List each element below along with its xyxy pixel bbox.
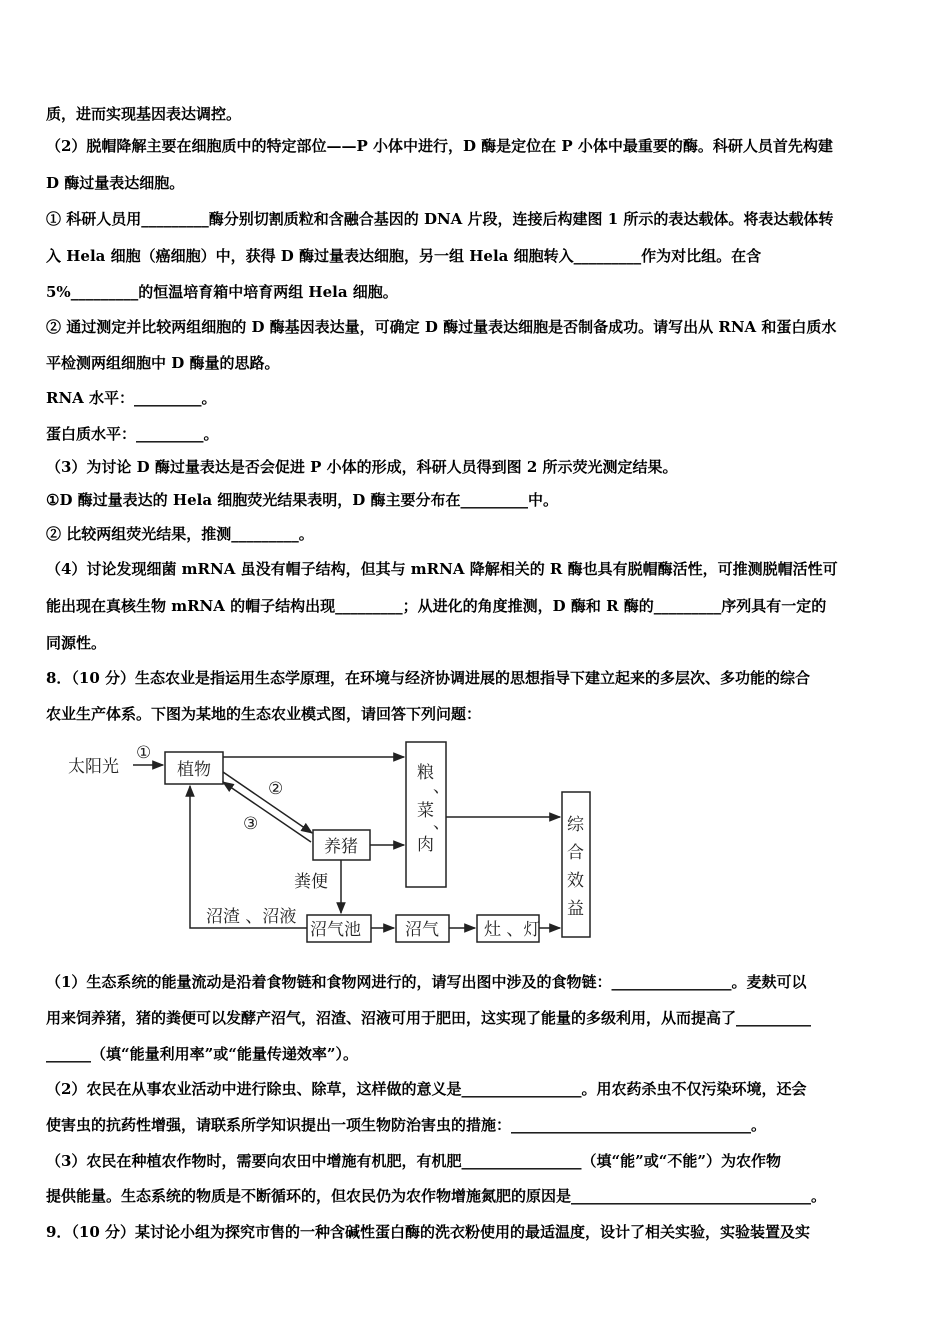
line-5: 入 Hela 细胞（癌细胞）中，获得 D 酶过量表达细胞，另一组 Hela 细胞转入_________作为对比组。在含 — [46, 247, 762, 265]
label-stove: 灶 、灯 — [484, 920, 541, 940]
label-products-5: 肉 — [417, 835, 434, 855]
line-17: 8．（10 分）生态农业是指运用生态学原理，在环境与经济协调进展的思想指导下建立起来的多层次、多功能的综合 — [46, 669, 811, 687]
line-20: 用来饲养猪，猪的粪便可以发酵产沼气，沼渣、沼液可用于肥田，这实现了能量的多级利用，从而提高了__________ — [46, 1009, 812, 1027]
line-13: ② 比较两组荧光结果，推测_________。 — [46, 525, 314, 543]
line-16: 同源性。 — [46, 634, 107, 652]
line-9: RNA 水平：_________。 — [46, 389, 217, 407]
line-21: ______（填“能量利用率”或“能量传递效率”）。 — [46, 1045, 359, 1063]
label-pig: 养猪 — [324, 837, 358, 857]
eco-agriculture-diagram — [60, 732, 600, 952]
line-25: 提供能量。生态系统的物质是不断循环的，但农民仍为农作物增施氮肥的原因是________________________________。 — [46, 1187, 827, 1205]
label-circle-1: ① — [136, 743, 152, 763]
label-feces: 粪便 — [294, 872, 328, 892]
label-biogas-pool: 沼气池 — [310, 920, 361, 940]
label-benefit-2: 合 — [567, 843, 584, 863]
line-15: 能出现在真核生物 mRNA 的帽子结构出现_________；从进化的角度推测，D 酶和 R 酶的_________序列具有一定的 — [46, 597, 827, 615]
line-1: 质，进而实现基因表达调控。 — [46, 105, 242, 123]
line-2: （2）脱帽降解主要在细胞质中的特定部位——P 小体中进行，D 酶是定位在 P 小体中最重要的酶。科研人员首先构建 — [46, 137, 833, 155]
line-19: （1）生态系统的能量流动是沿着食物链和食物网进行的，请写出图中涉及的食物链：________________。麦麸可以 — [46, 973, 807, 991]
label-benefit-1: 综 — [567, 815, 584, 835]
line-24: （3）农民在种植农作物时，需要向农田中增施有机肥，有机肥________________（填“能”或“不能”）为农作物 — [46, 1152, 781, 1170]
line-11: （3）为讨论 D 酶过量表达是否会促进 P 小体的形成，科研人员得到图 2 所示荧光测定结果。 — [46, 458, 678, 476]
label-circle-3: ③ — [243, 814, 259, 834]
label-products-4: 、 — [433, 813, 450, 833]
label-benefit-4: 益 — [567, 899, 584, 919]
label-products-3: 菜 — [417, 801, 434, 821]
label-biogas: 沼气 — [405, 920, 439, 940]
label-residue: 沼渣 、沼液 — [206, 907, 297, 927]
line-7: ② 通过测定并比较两组细胞的 D 酶基因表达量，可确定 D 酶过量表达细胞是否制备成功。请写出从 RNA 和蛋白质水 — [46, 318, 837, 336]
line-26: 9．（10 分）某讨论小组为探究市售的一种含碱性蛋白酶的洗衣粉使用的最适温度，设计了相关实验，实验装置及实 — [46, 1223, 811, 1241]
label-products-2: 、 — [433, 777, 450, 797]
label-products-1: 粮 — [417, 763, 434, 783]
label-benefit-3: 效 — [567, 871, 584, 891]
line-14: （4）讨论发现细菌 mRNA 虽没有帽子结构，但其与 mRNA 降解相关的 R 酶也具有脱帽酶活性，可推测脱帽活性可 — [46, 560, 838, 578]
line-12: ①D 酶过量表达的 Hela 细胞荧光结果表明，D 酶主要分布在_________中。 — [46, 491, 558, 509]
line-23: 使害虫的抗药性增强，请联系所学知识提出一项生物防治害虫的措施：________________________________。 — [46, 1116, 767, 1134]
line-4: ① 科研人员用_________酶分别切割质粒和含融合基因的 DNA 片段，连接后构建图 1 所示的表达载体。将表达载体转 — [46, 210, 834, 228]
line-10: 蛋白质水平：_________。 — [46, 425, 219, 443]
line-6: 5%_________的恒温培育箱中培育两组 Hela 细胞。 — [46, 283, 398, 301]
label-circle-2: ② — [268, 779, 284, 799]
label-sun: 太阳光 — [68, 757, 119, 777]
line-18: 农业生产体系。下图为某地的生态农业模式图，请回答下列问题： — [46, 705, 482, 723]
label-plant: 植物 — [177, 760, 211, 780]
line-8: 平检测两组细胞中 D 酶量的思路。 — [46, 354, 280, 372]
line-22: （2）农民在从事农业活动中进行除虫、除草，这样做的意义是________________。用农药杀虫不仅污染环境，还会 — [46, 1080, 807, 1098]
line-3: D 酶过量表达细胞。 — [46, 174, 185, 192]
